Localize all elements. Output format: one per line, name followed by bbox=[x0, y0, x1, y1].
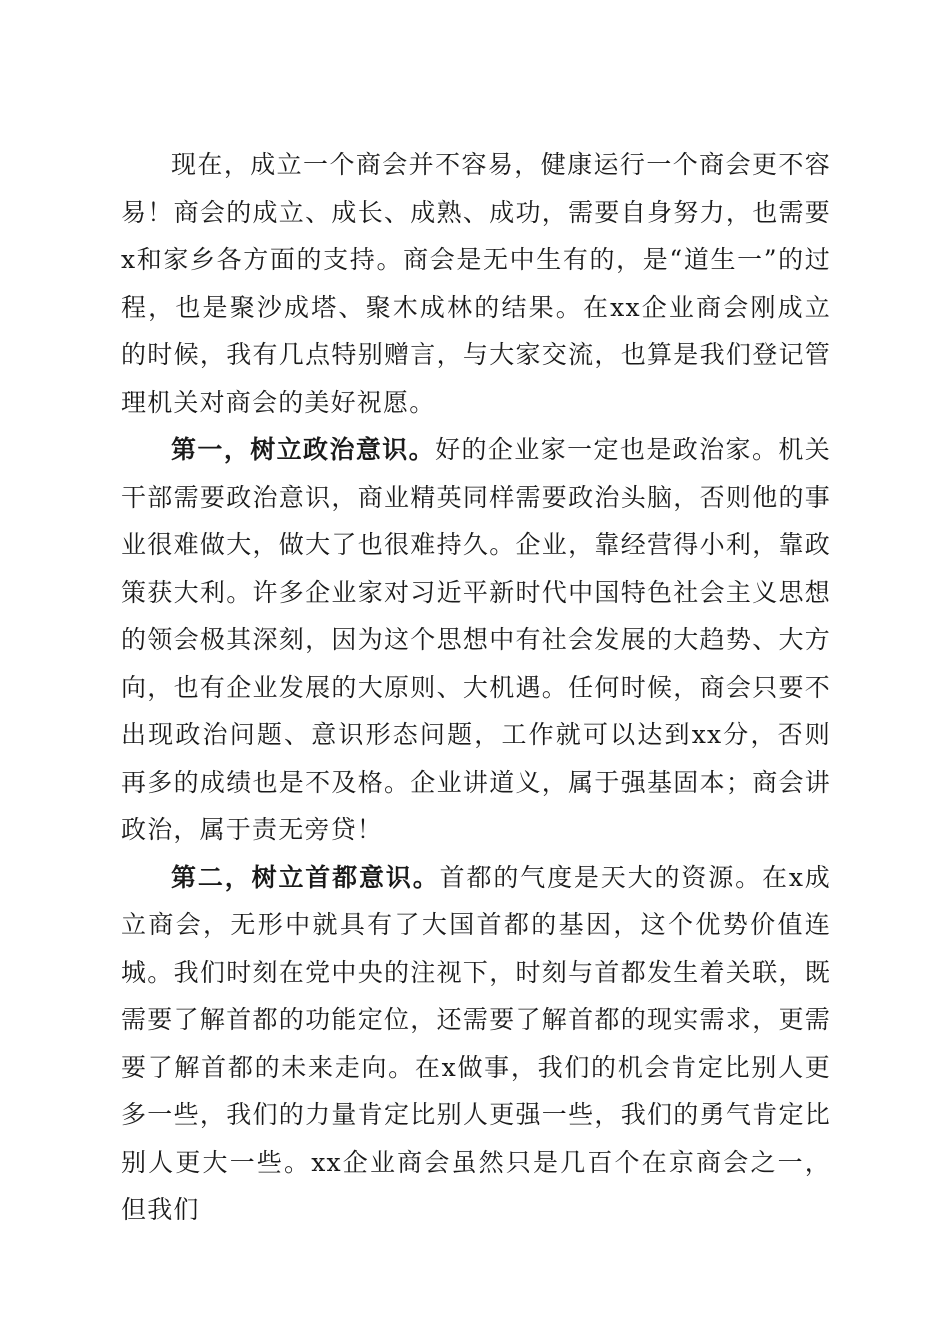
document-body bbox=[121, 141, 831, 1234]
paragraph-text: 好的企业家一定也是政治家。机关干部需要政治意识，商业精英同样需要政治头脑，否则他的事业很难做大，做大了也很难持久。企业，靠经营得小利，靠政策获大利。许多企业家对习近平新时代中国特色社会主义思想的领会极其深刻，因为这个思想中有社会发展的大趋势、大方向，也有企业发展的大原则、大机遇。任何时候，商会只要不出现政治问题、意识形态问题，工作就可以达到xx分，否则再多的成绩也是不及格。企业讲道义，属于强基固本；商会讲政治，属于责无旁贷！ bbox=[121, 435, 831, 844]
paragraph-lead: 第一，树立政治意识。 bbox=[171, 435, 436, 464]
paragraph-capital-awareness bbox=[121, 854, 831, 1234]
paragraph-intro bbox=[121, 141, 831, 426]
paragraph-text: 首都的气度是天大的资源。在x成立商会，无形中就具有了大国首都的基因，这个优势价值连城。我们时刻在党中央的注视下，时刻与首都发生着关联，既需要了解首都的功能定位，还需要了解首都的现实需求，更需要了解首都的未来走向。在x做事，我们的机会肯定比别人更多一些，我们的力量肯定比别人更强一些，我们的勇气肯定比别人更大一些。xx企业商会虽然只是几百个在京商会之一，但我们 bbox=[121, 862, 831, 1224]
paragraph-text: 现在，成立一个商会并不容易，健康运行一个商会更不容易！商会的成立、成长、成熟、成功，需要自身努力，也需要x和家乡各方面的支持。商会是无中生有的，是“道生一”的过程，也是聚沙成塔、聚木成林的结果。在xx企业商会刚成立的时候，我有几点特别赠言，与大家交流，也算是我们登记管理机关对商会的美好祝愿。 bbox=[121, 150, 831, 417]
paragraph-political-awareness bbox=[121, 426, 831, 854]
paragraph-lead: 第二，树立首都意识。 bbox=[171, 862, 440, 892]
